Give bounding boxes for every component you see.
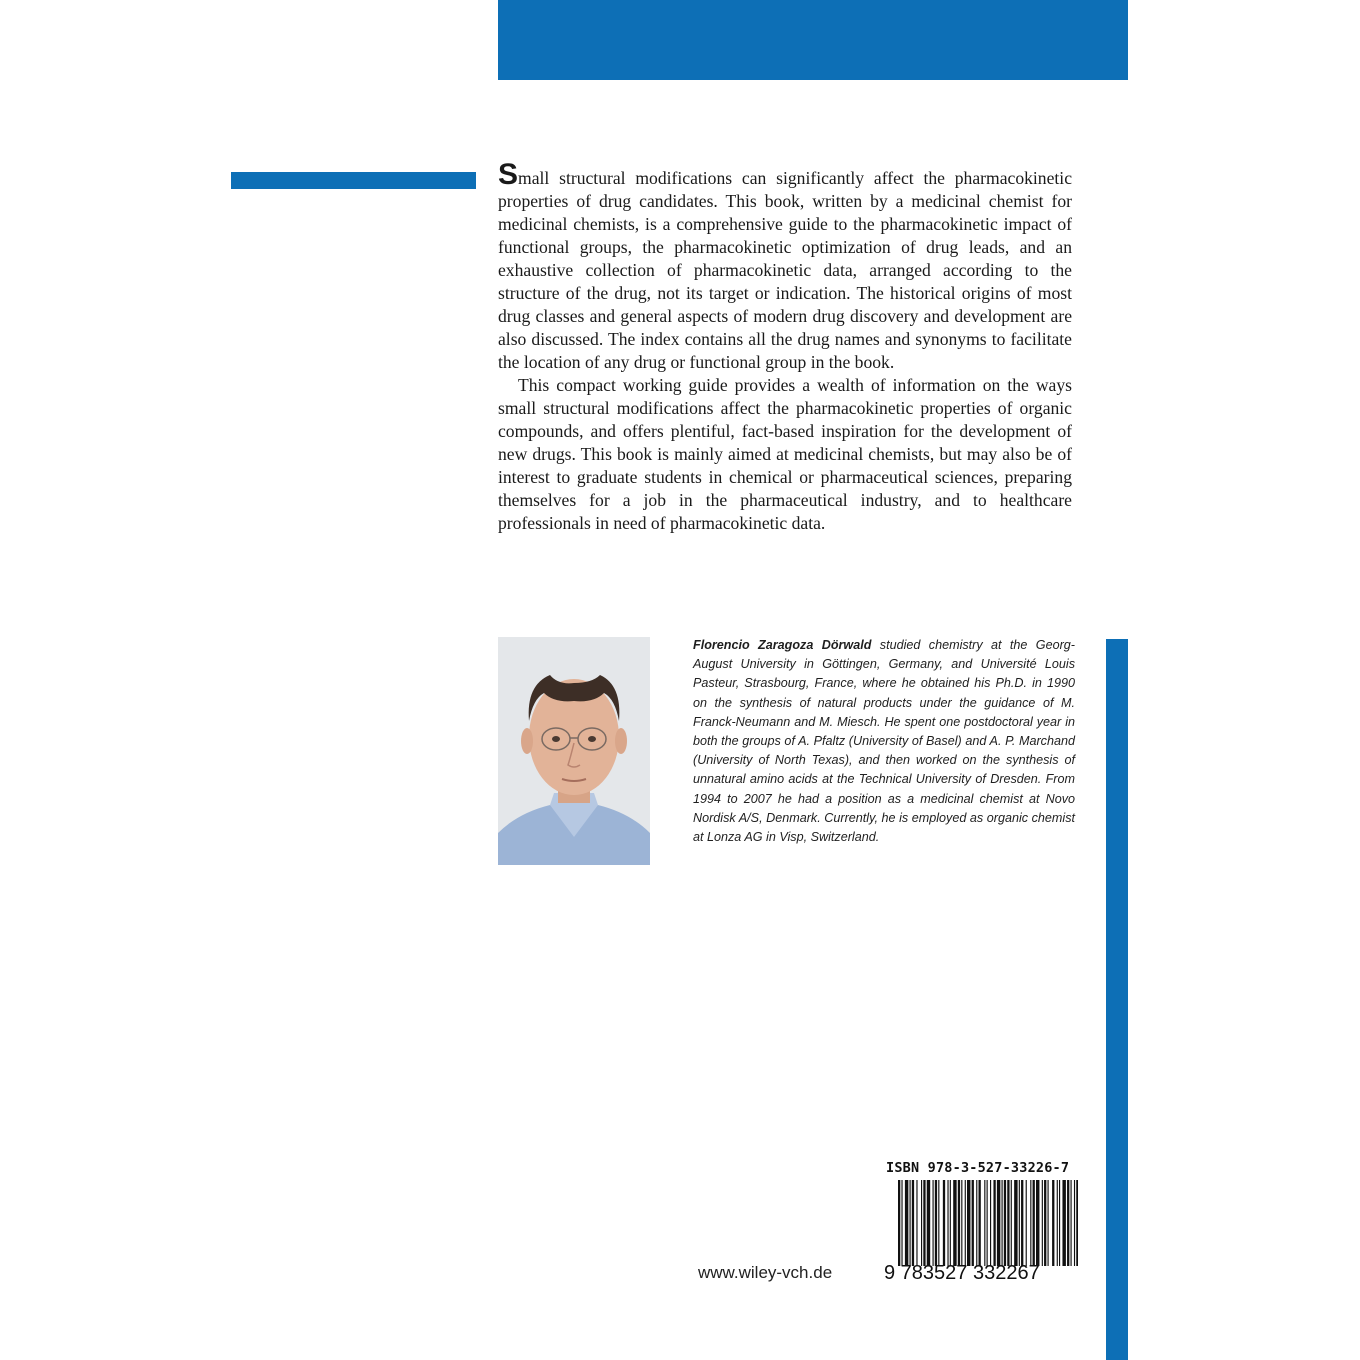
barcode-bar: [923, 1180, 925, 1266]
barcode-bar: [901, 1180, 902, 1266]
barcode-bar: [950, 1180, 951, 1266]
drop-cap: S: [498, 158, 519, 191]
barcode-bar: [1026, 1180, 1027, 1266]
barcode-bar: [972, 1180, 974, 1266]
barcode-bar: [990, 1180, 991, 1266]
publisher-website: www.wiley-vch.de: [698, 1263, 833, 1282]
top-color-band: [498, 0, 1128, 80]
barcode-bar: [916, 1180, 917, 1266]
barcode-bar: [1030, 1180, 1031, 1266]
barcode-bar: [1021, 1180, 1023, 1266]
barcode-bar: [1076, 1180, 1078, 1266]
barcode-bar: [935, 1180, 937, 1266]
barcode-bar: [1019, 1180, 1020, 1266]
barcode: [898, 1180, 1078, 1266]
author-bio-text: studied chemistry at the Georg-August University in Göttingen, Germany, and Université Louis Pasteur, Strasbourg, France, where he obtained his Ph.D. in 1990 on the synthesis of natural products under the guidance of M. Franck-Neumann and M. Miesch. He spent one postdoctoral year in both the groups of A. Pfaltz (University of Basel) and A. P. Marchand (University of North Texas), and then worked on the synthesis of unnatural amino acids at the Technical University of Dresden. From 1994 to 2007 he had a position as a medicinal chemist at Novo Nordisk A/S, Denmark. Currently, he is employed as organic chemist at Lonza AG in Visp, Switzerland.: [693, 638, 1075, 845]
right-accent-bar: [1106, 639, 1128, 1360]
author-biography: [693, 636, 1075, 847]
barcode-bar: [938, 1180, 939, 1266]
barcode-bar: [987, 1180, 988, 1266]
barcode-bar: [1062, 1180, 1065, 1266]
left-accent-bar: [231, 172, 476, 189]
description-paragraph-1: [498, 158, 1072, 374]
barcode-bar: [933, 1180, 934, 1266]
barcode-bar: [965, 1180, 966, 1266]
barcode-bar: [1044, 1180, 1046, 1266]
isbn-label: ISBN 978-3-527-33226-7: [886, 1160, 1070, 1176]
barcode-bar: [1048, 1180, 1049, 1266]
barcode-bar: [1002, 1180, 1003, 1266]
barcode-bar: [1074, 1180, 1075, 1266]
barcode-bar: [976, 1180, 977, 1266]
barcode-bar: [961, 1180, 962, 1266]
description-paragraph-2: This compact working guide provides a wealth of information on the ways small structural modifications affect the pharmacokinetic properties of organic compounds, and offers plentiful, fact-based inspiration for the development of new drugs. This book is mainly aimed at medicinal chemists, but may also be of interest to graduate students in chemical or pharmaceutical sciences, preparing themselves for a job in the pharmaceutical industry, and to healthcare professionals in need of pharmacokinetic data.: [498, 375, 1072, 533]
barcode-bar: [1011, 1180, 1012, 1266]
barcode-bar: [1042, 1180, 1043, 1266]
barcode-bar: [1071, 1180, 1072, 1266]
barcode-bar: [1067, 1180, 1069, 1266]
barcode-bar: [947, 1180, 948, 1266]
barcode-bar: [984, 1180, 985, 1266]
author-portrait-image: [498, 637, 650, 865]
barcode-bar: [1004, 1180, 1006, 1266]
author-name: Florencio Zaragoza Dörwald: [693, 638, 872, 652]
barcode-bar: [1036, 1180, 1039, 1266]
barcode-bar: [997, 1180, 1000, 1266]
barcode-digits: 9 783527 332267: [884, 1262, 1040, 1284]
barcode-bar: [1014, 1180, 1017, 1266]
barcode-bar: [912, 1180, 914, 1266]
barcode-bar: [927, 1180, 930, 1266]
barcode-bar: [943, 1180, 945, 1266]
barcode-bar: [1057, 1180, 1058, 1266]
book-description: [498, 158, 1072, 535]
barcode-bar: [910, 1180, 911, 1266]
barcode-bar: [1033, 1180, 1035, 1266]
barcode-bar: [898, 1180, 900, 1266]
author-photo: [498, 637, 650, 865]
barcode-bar: [953, 1180, 956, 1266]
barcode-bar: [958, 1180, 960, 1266]
barcode-bar: [1007, 1180, 1009, 1266]
barcode-bar: [979, 1180, 981, 1266]
barcode-bar: [967, 1180, 970, 1266]
barcode-bar: [1052, 1180, 1054, 1266]
barcode-bar: [1059, 1180, 1060, 1266]
barcode-bar: [905, 1180, 908, 1266]
description-paragraph-1-text: mall structural modifications can significantly affect the pharmacokinetic properties of drug candidates. This book, written by a medicinal chemist for medicinal chemists, is a comprehensive guide to the pharmacokinetic impact of functional groups, the pharmacokinetic optimization of drug leads, and an exhaustive collection of pharmacokinetic data, arranged according to the structure of the drug, not its target or indication. The historical origins of most drug classes and general aspects of modern drug discovery and development are also discussed. The index contains all the drug names and synonyms to facilitate the location of any drug or functional group in the book.: [498, 168, 1072, 372]
barcode-bar: [921, 1180, 922, 1266]
barcode-bar: [993, 1180, 995, 1266]
